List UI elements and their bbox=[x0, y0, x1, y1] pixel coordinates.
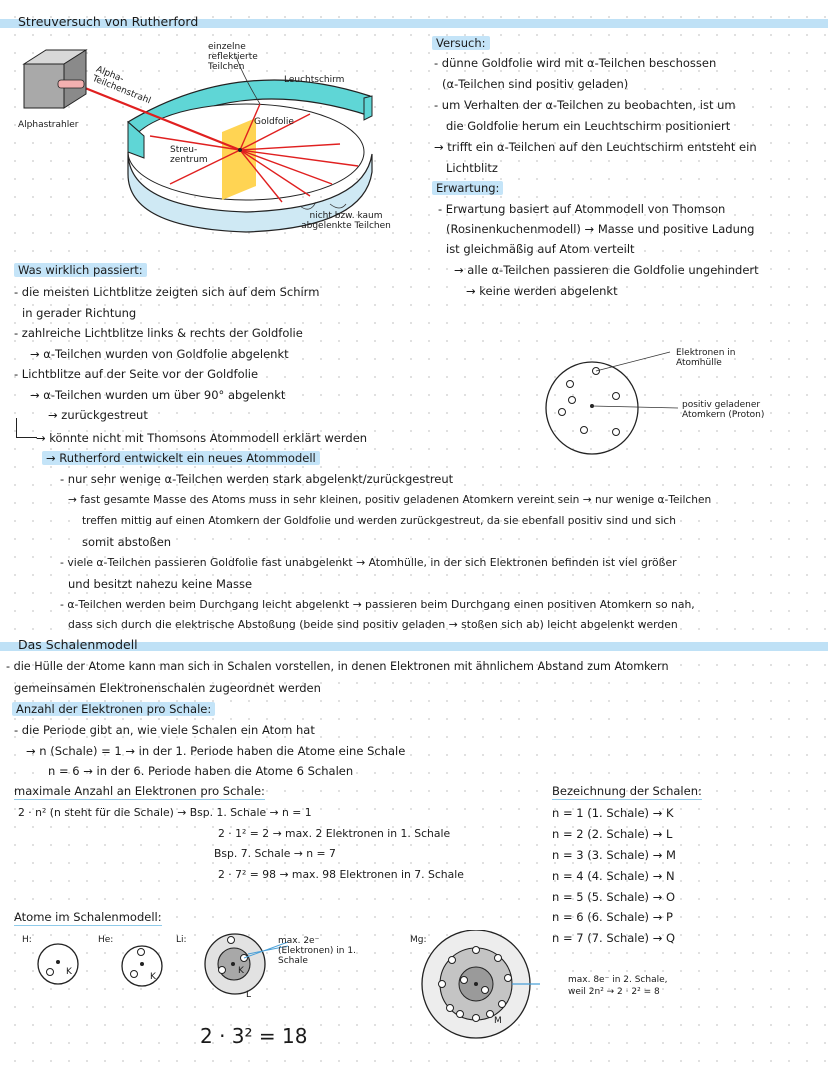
versuch-line: - dünne Goldfolie wird mit α-Teilchen beschossen bbox=[434, 56, 717, 70]
label-einzelne-teilchen: einzelne reflektierte Teilchen bbox=[208, 42, 258, 72]
schale-item: n = 3 (3. Schale) → M bbox=[552, 848, 676, 862]
schalen-intro-line: - die Hülle der Atome kann man sich in Schalen vorstellen, in denen Elektronen mit ähnlichem Abstand zum Atomkern bbox=[6, 660, 669, 673]
anzahl-line: n = 6 → in der 6. Periode haben die Atome 6 Schalen bbox=[48, 764, 354, 778]
shell-label-k-he: K bbox=[150, 972, 156, 982]
anzahl-line: → n (Schale) = 1 → in der 1. Periode haben die Atome eine Schale bbox=[26, 744, 406, 758]
passiert-line: - Lichtblitze auf der Seite vor der Goldfolie bbox=[14, 367, 259, 381]
label-goldfolie: Goldfolie bbox=[254, 117, 294, 127]
maximal-example: 2 · 1² = 2 → max. 2 Elektronen in 1. Schale bbox=[218, 827, 451, 840]
passiert-line: → α-Teilchen wurden von Goldfolie abgelenkt bbox=[30, 347, 289, 361]
detail-line: - nur sehr wenige α-Teilchen werden stark abgelenkt/zurückgestreut bbox=[60, 472, 454, 486]
versuch-heading: Versuch: bbox=[432, 36, 490, 50]
versuch-line: (α-Teilchen sind positiv geladen) bbox=[442, 77, 629, 91]
shell-label-l-li: L bbox=[246, 990, 252, 1000]
shell-label-m-mg: M bbox=[494, 1016, 502, 1026]
label-atomkern: positiv geladener Atomkern (Proton) bbox=[682, 400, 765, 420]
section-title-rutherford: Streuversuch von Rutherford bbox=[18, 14, 199, 29]
label-h: H: bbox=[22, 935, 32, 945]
passiert-line: - die meisten Lichtblitze zeigten sich auf dem Schirm bbox=[14, 285, 320, 299]
detail-line: somit abstoßen bbox=[82, 535, 172, 549]
anzahl-line: - die Periode gibt an, wie viele Schalen ein Atom hat bbox=[14, 723, 315, 737]
passiert-heading: Was wirklich passiert: bbox=[14, 263, 147, 277]
shell-label-k-h: K bbox=[66, 967, 72, 977]
erwartung-heading: Erwartung: bbox=[432, 181, 503, 195]
detail-line: - viele α-Teilchen passieren Goldfolie fast unabgelenkt → Atomhülle, in der sich Elektronen befinden ist viel größer bbox=[60, 556, 677, 569]
label-mg: Mg: bbox=[410, 935, 427, 945]
label-nicht-abgelenkt: nicht bzw. kaum abgelenkte Teilchen bbox=[301, 211, 391, 231]
versuch-line: - um Verhalten der α-Teilchen zu beobachten, ist um bbox=[434, 98, 736, 112]
section-title-schalenmodell: Das Schalenmodell bbox=[18, 637, 138, 652]
detail-line: → fast gesamte Masse des Atoms muss in sehr kleinen, positiv geladenen Atomkern vereint sein → nur wenige α-Teilchen bbox=[68, 494, 712, 506]
label-alphastrahler: Alphastrahler bbox=[18, 120, 79, 130]
schale-item: n = 1 (1. Schale) → K bbox=[552, 806, 674, 820]
passiert-line: - zahlreiche Lichtblitze links & rechts der Goldfolie bbox=[14, 326, 303, 340]
maximal-heading: maximale Anzahl an Elektronen pro Schale: bbox=[14, 784, 265, 798]
mg-note-line2: weil 2n² → 2 · 2² = 8 bbox=[568, 987, 660, 997]
versuch-line: Lichtblitz bbox=[446, 161, 498, 175]
erwartung-line: → alle α-Teilchen passieren die Goldfolie ungehindert bbox=[454, 263, 759, 277]
atome-heading: Atome im Schalenmodell: bbox=[14, 910, 162, 924]
label-streuzentrum: Streu-zentrum bbox=[170, 145, 208, 165]
label-elektronen-atomhuelle: Elektronen in Atomhülle bbox=[676, 348, 736, 368]
versuch-line: die Goldfolie herum ein Leuchtschirm positioniert bbox=[446, 119, 731, 133]
schale-item: n = 5 (5. Schale) → O bbox=[552, 890, 676, 904]
schale-item: n = 2 (2. Schale) → L bbox=[552, 827, 673, 841]
maximal-example: 2 · 7² = 98 → max. 98 Elektronen in 7. Schale bbox=[218, 868, 464, 881]
li-note: max. 2e⁻ (Elektronen) in 1. Schale bbox=[278, 936, 356, 966]
detail-line: und besitzt nahezu keine Masse bbox=[68, 577, 253, 591]
mg-note-line1: max. 8e⁻ in 2. Schale, bbox=[568, 975, 668, 985]
label-alpha-teilchenstrahl: Alpha-Teilchenstrahl bbox=[90, 64, 153, 107]
shell-label-k-li: K bbox=[238, 966, 244, 976]
label-leuchtschirm: Leuchtschirm bbox=[284, 75, 345, 85]
detail-line: dass sich durch die elektrische Abstoßung (beide sind positiv geladen → stoßen sich ab) leicht abgelenkt werden bbox=[68, 618, 678, 631]
rutherford-highlight: → Rutherford entwickelt ein neues Atommodell bbox=[42, 451, 320, 465]
label-li: Li: bbox=[176, 935, 187, 945]
detail-line: treffen mittig auf einen Atomkern der Goldfolie und werden zurückgestreut, da sie ebenfall positiv sind und sich bbox=[82, 515, 676, 527]
detail-line: - α-Teilchen werden beim Durchgang leicht abgelenkt → passieren beim Durchgang einen positiven Atomkern so nah, bbox=[60, 598, 695, 611]
versuch-line: → trifft ein α-Teilchen auf den Leuchtschirm entsteht ein bbox=[434, 140, 757, 154]
rutherford-atom-diagram bbox=[540, 340, 680, 470]
erwartung-line: - Erwartung basiert auf Atommodell von Thomson bbox=[438, 202, 726, 216]
passiert-line: → könnte nicht mit Thomsons Atommodell erklärt werden bbox=[36, 431, 368, 445]
erwartung-line: → keine werden abgelenkt bbox=[466, 284, 618, 298]
passiert-line: → zurückgestreut bbox=[48, 408, 148, 422]
schale-item: n = 4 (4. Schale) → N bbox=[552, 869, 675, 883]
bottom-formula: 2 · 3² = 18 bbox=[200, 1024, 308, 1048]
erwartung-line: ist gleichmäßig auf Atom verteilt bbox=[446, 242, 635, 256]
bracket-line bbox=[16, 418, 37, 438]
bezeichnung-heading: Bezeichnung der Schalen: bbox=[552, 784, 702, 798]
schale-item: n = 6 (6. Schale) → P bbox=[552, 910, 673, 924]
passiert-line: in gerader Richtung bbox=[22, 306, 137, 320]
maximal-formula: 2 · n² (n steht für die Schale) → Bsp. 1. Schale → n = 1 bbox=[18, 806, 312, 819]
schalen-intro-line: gemeinsamen Elektronenschalen zugeordnet werden bbox=[14, 681, 321, 695]
anzahl-heading: Anzahl der Elektronen pro Schale: bbox=[12, 702, 215, 716]
erwartung-line: (Rosinenkuchenmodell) → Masse und positive Ladung bbox=[446, 222, 755, 236]
passiert-line: → α-Teilchen wurden um über 90° abgelenkt bbox=[30, 388, 286, 402]
label-he: He: bbox=[98, 935, 114, 945]
maximal-example: Bsp. 7. Schale → n = 7 bbox=[214, 847, 336, 860]
schale-item: n = 7 (7. Schale) → Q bbox=[552, 931, 676, 945]
